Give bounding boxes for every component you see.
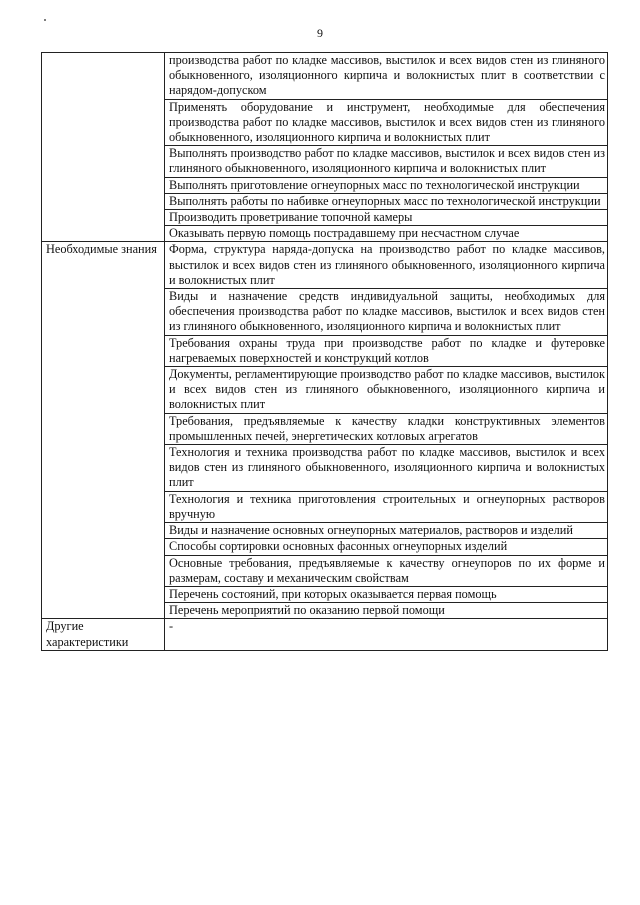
section-label: Необходимые знания xyxy=(46,242,157,257)
section-label-cell xyxy=(42,242,165,619)
requirement-item: Технология и техника производства работ по кладке массивов, выстилок и всех видов стен из глиняного обыкновенного, изоляционного кирпича и волокнистых плит xyxy=(165,445,608,492)
requirement-item: Документы, регламентирующие производство работ по кладке массивов, выстилок и всех видов стен из глиняного обыкновенного, изоляционного кирпича и волокнистых плит xyxy=(165,367,608,414)
requirement-item: Виды и назначение основных огнеупорных материалов, растворов и изделий xyxy=(165,523,608,539)
requirement-item: Применять оборудование и инструмент, необходимые для обеспечения производства работ по кладке массивов, выстилок и всех видов стен из глиняного обыкновенного, изоляционного кирпича и волокнистых плит xyxy=(165,99,608,146)
requirement-item: - xyxy=(165,619,608,650)
competency-table xyxy=(41,52,608,651)
requirement-item: производства работ по кладке массивов, выстилок и всех видов стен из глиняного обыкновенного, изоляционного кирпича и волокнистых плит в соответствии с нарядом-допуском xyxy=(165,53,608,100)
requirement-item: Оказывать первую помощь пострадавшему при несчастном случае xyxy=(165,226,608,242)
scan-speck xyxy=(44,19,46,21)
competency-table-body xyxy=(42,53,608,651)
page-number: 9 xyxy=(317,26,323,40)
requirement-item: Требования охраны труда при производстве работ по кладке и футеровке нагреваемых поверхностей и конструкций котлов xyxy=(165,335,608,366)
section-label: Другие характеристики xyxy=(46,619,129,649)
requirement-item: Основные требования, предъявляемые к качеству огнеупоров по их форме и размерам, составу и механическим свойствам xyxy=(165,555,608,586)
table-row xyxy=(42,242,608,289)
section-label-cell xyxy=(42,53,165,242)
requirement-item: Выполнять приготовление огнеупорных масс по технологической инструкции xyxy=(165,177,608,193)
requirement-item: Выполнять производство работ по кладке массивов, выстилок и всех видов стен из глиняного обыкновенного, изоляционного кирпича и волокнистых плит xyxy=(165,146,608,177)
requirement-item: Производить проветривание топочной камеры xyxy=(165,210,608,226)
table-row xyxy=(42,619,608,650)
requirement-item: Перечень состояний, при которых оказывается первая помощь xyxy=(165,586,608,602)
requirement-item: Перечень мероприятий по оказанию первой помощи xyxy=(165,603,608,619)
section-label-cell xyxy=(42,619,165,650)
table-row xyxy=(42,53,608,100)
requirement-item: Требования, предъявляемые к качеству кладки конструктивных элементов промышленных печей, энергетических котловых агрегатов xyxy=(165,413,608,444)
requirement-item: Виды и назначение средств индивидуальной защиты, необходимых для обеспечения производства работ по кладке массивов, выстилок и всех видов стен из глиняного обыкновенного, изоляционного кирпича и волокнистых плит xyxy=(165,289,608,336)
requirement-item: Выполнять работы по набивке огнеупорных масс по технологической инструкции xyxy=(165,193,608,209)
requirement-item: Технология и техника приготовления строительных и огнеупорных растворов вручную xyxy=(165,491,608,522)
requirement-item: Способы сортировки основных фасонных огнеупорных изделий xyxy=(165,539,608,555)
requirement-item: Форма, структура наряда-допуска на производство работ по кладке массивов, выстилок и всех видов стен из глиняного обыкновенного, изоляционного кирпича и волокнистых плит xyxy=(165,242,608,289)
